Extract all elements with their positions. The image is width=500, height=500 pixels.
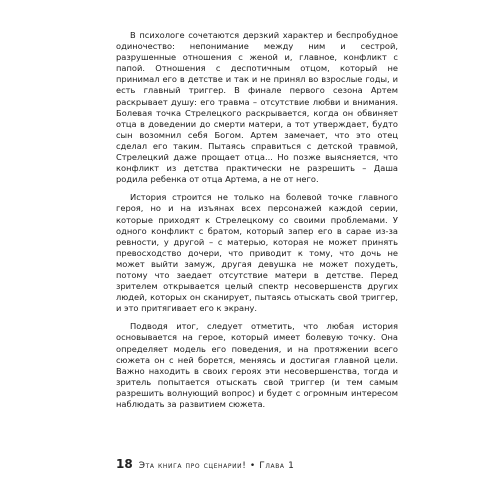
paragraph-1: В психологе сочетаются дерзкий характер и беспробудное одиночество: непонимание между ним и сестрой, разрушенные отношения с женой и, главное, конфликт с папой. Отношения с деспотичным отцом, который не принимал его в детстве и так и не принял во взрослые годы, и есть главный триггер. В финале первого сезона Артем раскрывает душу: его травма – отсутствие любви и внимания. Болевая точка Стрелецкого раскрывается, когда он обвиняет отца в доведении до смерти матери, а тот утверждает, будто сын возомнил себя Богом. Артем замечает, что это отец сделал его таким. Пытаясь справиться с детской травмой, Стрелецкий даже прощает отца... Но позже выясняется, что конфликт из детства практически не разрешить – Даша родила ребенка от отца Артема, а не от него. [116, 30, 398, 185]
page-footer [116, 457, 398, 471]
paragraph-2: История строится не только на болевой точке главного героя, но и на изъянах всех персонажей каждой серии, которые приходят к Стрелецкому со своими проблемами. У одного конфликт с братом, который запер его в сарае из-за ревности, у другой – с матерью, которая не может принять превосходство дочери, что приводит к тому, что дочь не может выйти замуж, другая девушка не может похудеть, потому что заедает отсутствие матери в детстве. Перед зрителем открывается целый спектр несовершенств других людей, которых он сканирует, пытаясь отыскать свой триггер, и это притягивает его к экрану. [116, 192, 398, 314]
running-header: Эта книга про сценарии! • Глава 1 [138, 461, 295, 471]
page-body [116, 30, 398, 417]
page-number: 18 [116, 457, 133, 471]
paragraph-3: Подводя итог, следует отметить, что любая история основывается на герое, который имеет болевую точку. Она определяет модель его поведения, и на протяжении всего сюжета он с ней борется, меняясь и достигая главной цели. Важно находить в своих героях эти несовершенства, тогда и зритель попытается отыскать свой триггер (и тем самым разрешить волнующий вопрос) и будет с огромным интересом наблюдать за развитием сюжета. [116, 321, 398, 409]
